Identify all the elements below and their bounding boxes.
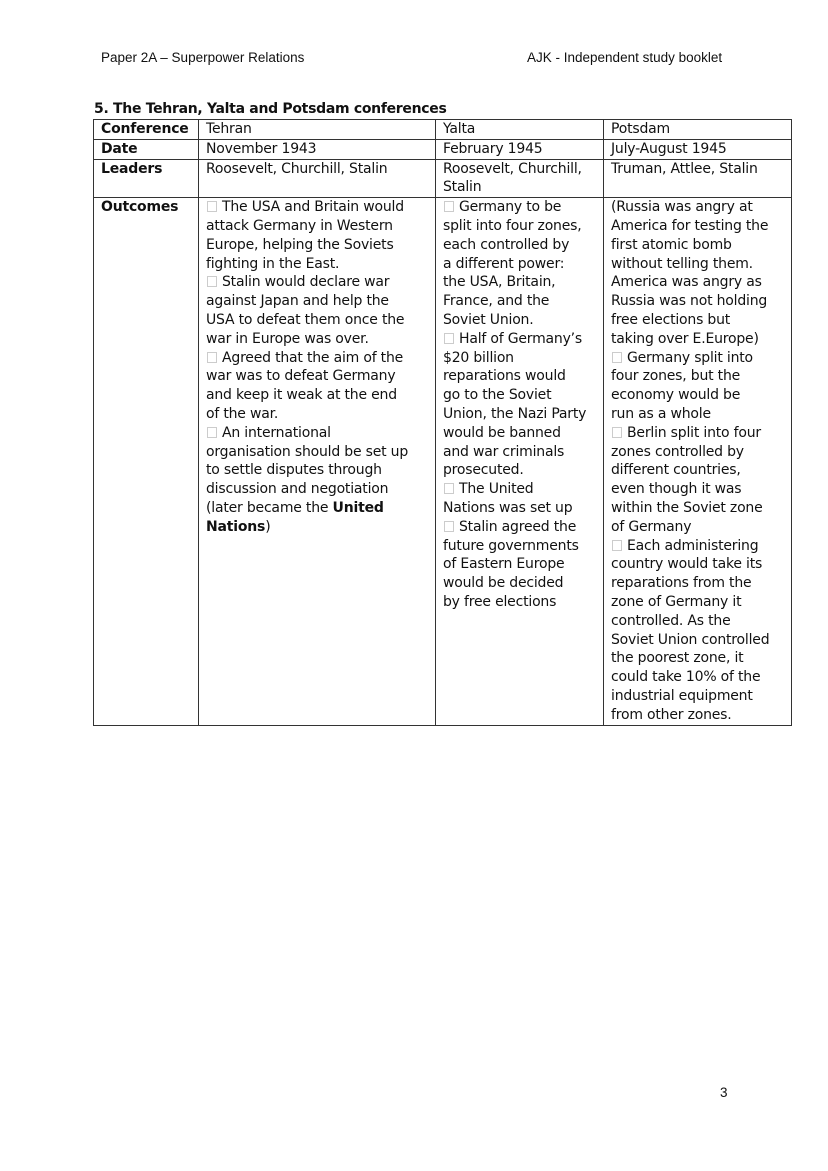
text-line: Stalin (443, 179, 482, 196)
text-line: reparations would (443, 368, 566, 385)
text-line: Union, the Nazi Party (443, 405, 587, 422)
text-line: Roosevelt, Churchill, Stalin (206, 160, 388, 177)
text-line (611, 537, 791, 556)
text-line (443, 330, 603, 349)
text-segment: ) (265, 518, 271, 535)
text-line: against Japan and help the (206, 293, 389, 310)
text-line: organisation should be set up (206, 443, 409, 460)
text-line: even though it was (611, 481, 742, 498)
text-line: and keep it weak at the end (206, 387, 397, 404)
bullet-text: An international (222, 424, 331, 441)
text-line (611, 424, 791, 443)
cell-leaders (436, 159, 604, 198)
text-line: USA to defeat them once the (206, 311, 405, 328)
text-line: and war criminals (443, 443, 565, 460)
text-line: Roosevelt, Churchill, (443, 160, 582, 177)
text-line (206, 424, 435, 443)
bullet-box-icon (444, 483, 454, 494)
bold-text: Nations (206, 518, 266, 535)
text-line: within the Soviet zone (611, 499, 763, 516)
text-line: America for testing the (611, 217, 769, 234)
row-conference (94, 120, 792, 140)
text-line: America was angry as (611, 274, 762, 291)
text-line (443, 480, 603, 499)
text-line: France, and the (443, 293, 550, 310)
text-line: different countries, (611, 462, 741, 479)
text-line (443, 198, 603, 217)
bold-text: United (332, 499, 384, 516)
bullet-box-icon (207, 427, 217, 438)
cell-date: July-August 1945 (604, 139, 792, 159)
text-line: country would take its (611, 556, 763, 573)
text-line: without telling them. (611, 255, 753, 272)
label-outcomes: Outcomes (94, 198, 199, 725)
text-line: reparations from the (611, 575, 752, 592)
bullet-text: Half of Germany’s (459, 330, 583, 347)
text-line: free elections but (611, 311, 731, 328)
cell-conference: Tehran (199, 120, 436, 140)
page-number: 3 (720, 1085, 728, 1100)
bullet-text: Germany split into (627, 349, 753, 366)
text-line (443, 518, 603, 537)
text-line: Nations was set up (443, 499, 573, 516)
section-title: 5. The Tehran, Yalta and Potsdam conferences (94, 101, 447, 117)
cell-conference: Potsdam (604, 120, 792, 140)
text-line: split into four zones, (443, 217, 582, 234)
text-line: of the war. (206, 405, 279, 422)
text-line: $20 billion (443, 349, 514, 366)
text-line: could take 10% of the (611, 669, 761, 686)
text-line: war was to defeat Germany (206, 368, 396, 385)
text-line: controlled. As the (611, 612, 731, 629)
text-line: industrial equipment (611, 687, 753, 704)
cell-outcomes (604, 198, 792, 725)
cell-date: February 1945 (436, 139, 604, 159)
text-line (206, 273, 435, 292)
bullet-box-icon (612, 352, 622, 363)
bullet-text: Each administering (627, 537, 759, 554)
bullet-text: Stalin would declare war (222, 274, 390, 291)
label-date: Date (94, 139, 199, 159)
bullet-box-icon (444, 201, 454, 212)
text-line: Russia was not holding (611, 293, 768, 310)
text-line: (Russia was angry at (611, 199, 753, 216)
bullet-box-icon (612, 427, 622, 438)
text-line: fighting in the East. (206, 255, 340, 272)
cell-conference: Yalta (436, 120, 604, 140)
text-line: the poorest zone, it (611, 650, 744, 667)
text-line: Truman, Attlee, Stalin (611, 160, 758, 177)
cell-leaders (604, 159, 792, 198)
bullet-box-icon (207, 276, 217, 287)
text-line: from other zones. (611, 706, 732, 723)
text-line: by free elections (443, 593, 557, 610)
text-line: economy would be (611, 387, 741, 404)
bullet-text: Agreed that the aim of the (222, 349, 404, 366)
text-line (611, 349, 791, 368)
text-line: first atomic bomb (611, 236, 732, 253)
bullet-box-icon (207, 201, 217, 212)
text-line: Soviet Union controlled (611, 631, 770, 648)
text-line (206, 349, 435, 368)
text-line: of Eastern Europe (443, 556, 565, 573)
bullet-box-icon (612, 540, 622, 551)
text-segment: (later became the (206, 499, 333, 516)
text-line: a different power: (443, 255, 565, 272)
text-line: prosecuted. (443, 462, 524, 479)
row-outcomes (94, 198, 792, 725)
bullet-box-icon (207, 352, 217, 363)
text-line: go to the Soviet (443, 387, 552, 404)
bullet-box-icon (444, 333, 454, 344)
text-line: discussion and negotiation (206, 481, 389, 498)
label-leaders: Leaders (94, 159, 199, 198)
cell-leaders (199, 159, 436, 198)
bullet-text: Germany to be (459, 199, 562, 216)
bullet-text: Stalin agreed the (459, 518, 577, 535)
label-conference: Conference (94, 120, 199, 140)
row-date (94, 139, 792, 159)
bullet-text: The USA and Britain would (222, 199, 404, 216)
text-line: zones controlled by (611, 443, 744, 460)
text-line: to settle disputes through (206, 462, 382, 479)
text-line (206, 499, 435, 518)
cell-outcomes (199, 198, 436, 725)
text-line: each controlled by (443, 236, 570, 253)
text-line: war in Europe was over. (206, 330, 369, 347)
conferences-table (93, 119, 792, 726)
text-line: future governments (443, 537, 579, 554)
text-line: would be decided (443, 575, 564, 592)
text-line: would be banned (443, 424, 561, 441)
text-line: attack Germany in Western (206, 217, 393, 234)
cell-outcomes (436, 198, 604, 725)
bullet-box-icon (444, 521, 454, 532)
cell-date: November 1943 (199, 139, 436, 159)
bullet-text: Berlin split into four (627, 424, 761, 441)
text-line: zone of Germany it (611, 593, 742, 610)
bullet-text: The United (459, 481, 534, 498)
text-line: Soviet Union. (443, 311, 534, 328)
text-line: four zones, but the (611, 368, 741, 385)
text-line: taking over E.Europe) (611, 330, 759, 347)
text-line: of Germany (611, 518, 692, 535)
text-line: the USA, Britain, (443, 274, 556, 291)
row-leaders (94, 159, 792, 198)
text-line (206, 518, 435, 537)
header-left: Paper 2A – Superpower Relations (101, 50, 305, 65)
text-line (206, 198, 435, 217)
header-right: AJK - Independent study booklet (527, 50, 723, 65)
text-line: run as a whole (611, 405, 711, 422)
text-line: Europe, helping the Soviets (206, 236, 394, 253)
